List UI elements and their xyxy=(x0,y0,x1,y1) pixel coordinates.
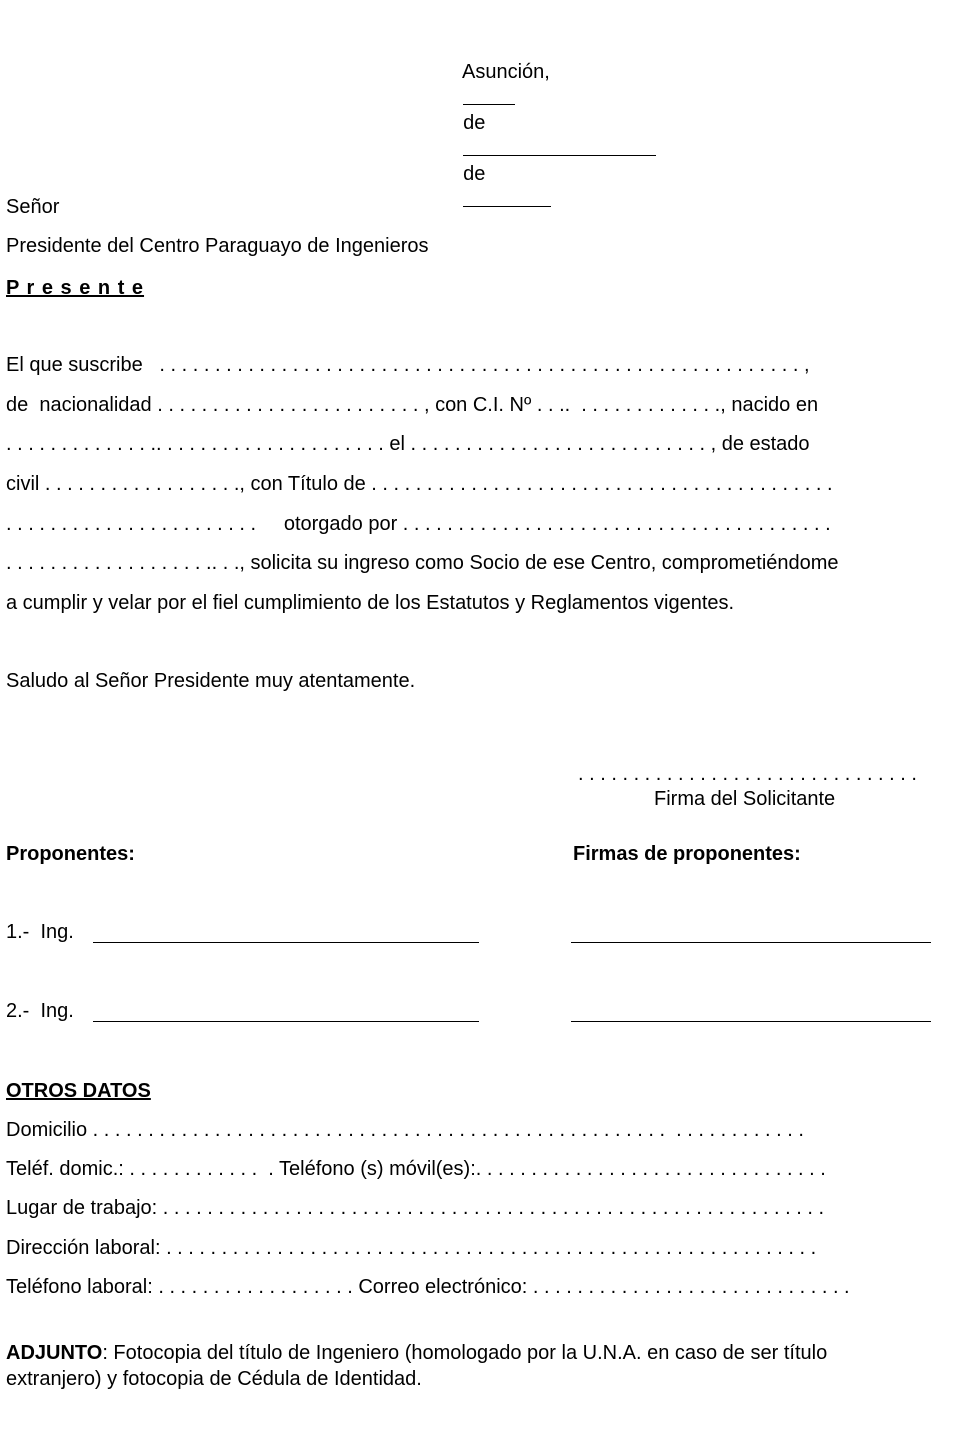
adjunto-line-1 xyxy=(6,1341,827,1365)
proponent-1-name-line[interactable] xyxy=(93,942,479,943)
body-line-5: . . . . . . . . . . . . . . . . . . . . . . . otorgado por . . . . . . . . . . . . . . . . . . . . . . . . . . . . . . . . . . . . . . . xyxy=(6,513,831,535)
telefono-field[interactable]: Teléf. domic.: . . . . . . . . . . . . . Teléfono (s) móvil(es):. . . . . . . . . . . . . . . . . . . . . . . . . . . . . . . . xyxy=(6,1158,826,1180)
body-line-7: a cumplir y velar por el fiel cumplimiento de los Estatutos y Reglamentos vigentes. xyxy=(6,592,735,614)
date-de-2: de xyxy=(463,163,486,185)
body-line-4: civil . . . . . . . . . . . . . . . . . ., con Título de . . . . . . . . . . . . . . . . . . . . . . . . . . . . . . . . . . . . . . . . . . xyxy=(6,473,833,495)
lugar-trabajo-field[interactable]: Lugar de trabajo: . . . . . . . . . . . . . . . . . . . . . . . . . . . . . . . . . . . . . . . . . . . . . . . . . . . . . . . . . . . . xyxy=(6,1197,825,1219)
otros-datos-heading: OTROS DATOS xyxy=(6,1080,151,1102)
date-line xyxy=(452,36,656,213)
salutation: Señor xyxy=(6,196,60,218)
telefono-laboral-field[interactable]: Teléfono laboral: . . . . . . . . . . . . . . . . . . Correo electrónico: . . . . . . . . . . . . . . . . . . . . . . . . . . . . . xyxy=(6,1276,850,1298)
adjunto-line-2: extranjero) y fotocopia de Cédula de Identidad. xyxy=(6,1368,422,1390)
date-de-1: de xyxy=(463,112,486,134)
proponent-1-label: 1.- Ing. xyxy=(6,921,74,943)
proponent-2-signature-line[interactable] xyxy=(571,1021,931,1022)
month-blank[interactable] xyxy=(463,135,656,156)
addressee-title: Presidente del Centro Paraguayo de Ingenieros xyxy=(6,235,429,257)
body-line-6: . . . . . . . . . . . . . . . . . . .. . ., solicita su ingreso como Socio de ese Centro, comprometiéndome xyxy=(6,552,839,574)
domicilio-field[interactable]: Domicilio . . . . . . . . . . . . . . . . . . . . . . . . . . . . . . . . . . . . . . . . . . . . . . . . . . . . . . . . . . . . . . . . xyxy=(6,1119,804,1141)
day-blank[interactable] xyxy=(463,84,515,105)
date-city: Asunción, xyxy=(462,61,550,83)
proponent-1-signature-line[interactable] xyxy=(571,942,931,943)
proponent-2-label: 2.- Ing. xyxy=(6,1000,74,1022)
body-line-1: El que suscribe . . . . . . . . . . . . . . . . . . . . . . . . . . . . . . . . . . . . . . . . . . . . . . . . . . . . . . . . . . , xyxy=(6,354,810,376)
body-line-3: . . . . . . . . . . . . . .. . . . . . . . . . . . . . . . . . . . . el . . . . . . . . . . . . . . . . . . . . . . . . . . . , de estado xyxy=(6,433,810,455)
presente-heading: P r e s e n t e xyxy=(6,277,145,299)
closing-text: Saludo al Señor Presidente muy atentamente. xyxy=(6,670,416,692)
signature-dots[interactable]: . . . . . . . . . . . . . . . . . . . . . . . . . . . . . . . xyxy=(578,763,917,785)
year-blank[interactable] xyxy=(463,186,551,207)
body-line-2: de nacionalidad . . . . . . . . . . . . . . . . . . . . . . . . , con C.I. Nº . . .. . . . . . . . . . . . . ., nacido en xyxy=(6,394,819,416)
proponents-heading: Proponentes: xyxy=(6,843,135,865)
adjunto-text-1: : Fotocopia del título de Ingeniero (homologado por la U.N.A. en caso de ser título xyxy=(102,1342,828,1364)
signature-label: Firma del Solicitante xyxy=(654,788,836,810)
direccion-laboral-field[interactable]: Dirección laboral: . . . . . . . . . . . . . . . . . . . . . . . . . . . . . . . . . . . . . . . . . . . . . . . . . . . . . . . . . . . xyxy=(6,1237,817,1259)
proponent-signatures-heading: Firmas de proponentes: xyxy=(573,843,801,865)
proponent-2-name-line[interactable] xyxy=(93,1021,479,1022)
adjunto-label: ADJUNTO xyxy=(6,1342,103,1364)
